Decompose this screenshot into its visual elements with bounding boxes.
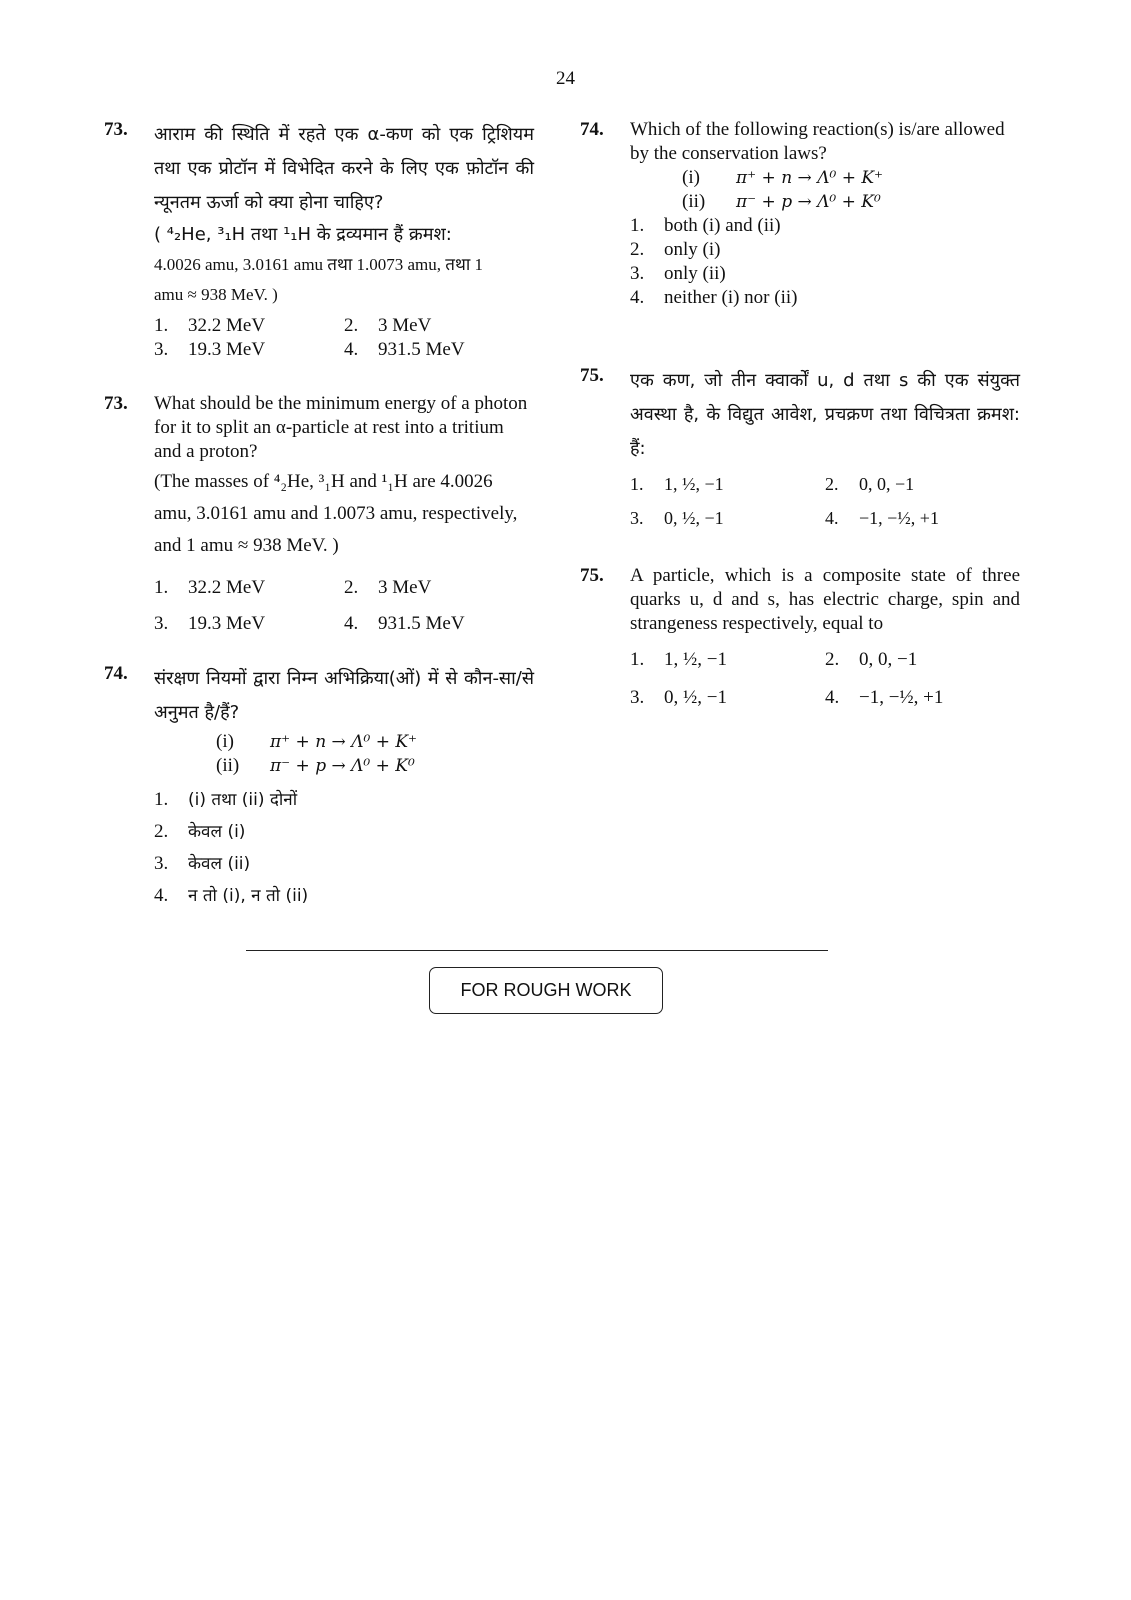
masses-text: (The masses of ⁴₂He, ³₁H and ¹₁H are 4.0026 amu, 3.0161 amu and 1.0073 amu, respectively, and 1 amu ≈ 938 MeV. ): [154, 471, 518, 556]
option: 2. 3 MeV: [344, 577, 432, 598]
option: 1. 32.2 MeV: [154, 315, 266, 336]
option: 2. 0, 0, −1: [825, 474, 915, 494]
options-grid: [154, 314, 534, 362]
option: 3. 19.3 MeV: [154, 339, 266, 360]
masses-line: amu ≈ 938 MeV. ): [154, 285, 278, 304]
options-list: [630, 214, 1020, 310]
option: 1. 32.2 MeV: [154, 577, 266, 598]
options-grid: [630, 472, 1020, 530]
question-text: A particle, which is a composite state of three quarks u, d and s, has electric charge, spin and strangeness respectively, equal to: [630, 565, 1020, 634]
option: 3. only (ii): [630, 263, 726, 284]
question-75-english: [580, 564, 1020, 710]
option: 2. only (i): [630, 239, 721, 260]
masses-line: ( ⁴₂He, ³₁H तथा ¹₁H के द्रव्यमान हैं क्रमश:: [154, 224, 452, 245]
question-number: 74.: [580, 119, 604, 140]
question-text: आराम की स्थिति में रहते एक α-कण को एक ट्रिशियम तथा एक प्रोटॉन में विभेदित करने के लिए एक फ़ोटॉन की न्यूनतम ऊर्जा को क्या होना चाहिए?: [154, 124, 534, 213]
question-number: 73.: [104, 393, 128, 414]
options-list: [154, 784, 534, 912]
horizontal-divider: [246, 950, 828, 951]
reaction: (i) π⁺ + n → Λ⁰ + K⁺: [216, 731, 418, 752]
question-text: संरक्षण नियमों द्वारा निम्न अभिक्रिया(ओं) में से कौन-सा/से अनुमत है/हैं?: [154, 668, 534, 723]
question-number: 74.: [104, 663, 128, 684]
option: 3. 0, ½, −1: [630, 508, 724, 528]
option: 2. 0, 0, −1: [825, 649, 918, 670]
option: 3. 0, ½, −1: [630, 687, 727, 708]
question-73-english: [104, 392, 534, 636]
option: 4. neither (i) nor (ii): [630, 287, 798, 308]
option: 3. केवल (ii): [154, 853, 251, 874]
option: 2. 3 MeV: [344, 315, 432, 336]
right-column: [580, 118, 1020, 710]
masses-line: 4.0026 amu, 3.0161 amu तथा 1.0073 amu, तथा 1: [154, 255, 483, 274]
question-number: 73.: [104, 119, 128, 140]
question-number: 75.: [580, 365, 604, 386]
option: 4. −1, −½, +1: [825, 687, 944, 708]
option: 4. 931.5 MeV: [344, 613, 465, 634]
option: 1. 1, ½, −1: [630, 649, 727, 670]
rough-work-label: FOR ROUGH WORK: [460, 980, 632, 1000]
question-text: एक कण, जो तीन क्वार्कों u, d तथा s की एक संयुक्त अवस्था है, के विद्युत आवेश, प्रचक्रण तथा विचित्रता क्रमश: हैं:: [630, 370, 1020, 459]
page-number: 24: [556, 68, 575, 89]
question-number: 75.: [580, 565, 604, 586]
reaction: (ii) π⁻ + p → Λ⁰ + K⁰: [216, 755, 415, 776]
reaction: (ii) π⁻ + p → Λ⁰ + K⁰: [682, 191, 881, 212]
option: 1. 1, ½, −1: [630, 474, 724, 494]
option: 4. −1, −½, +1: [825, 508, 939, 528]
reaction: (i) π⁺ + n → Λ⁰ + K⁺: [682, 167, 884, 188]
options-grid: [630, 648, 1020, 710]
question-74-english: [580, 118, 1020, 310]
question-text: Which of the following reaction(s) is/are allowed by the conservation laws?: [630, 119, 1005, 164]
rough-work-box: [429, 967, 663, 1014]
options-grid: [154, 576, 534, 636]
question-73-hindi: [104, 118, 534, 362]
left-column: [104, 118, 534, 912]
option: 2. केवल (i): [154, 821, 246, 842]
option: 3. 19.3 MeV: [154, 613, 266, 634]
question-74-hindi: [104, 662, 534, 912]
option: 4. न तो (i), न तो (ii): [154, 885, 309, 906]
option: 1. (i) तथा (ii) दोनों: [154, 789, 298, 810]
option: 4. 931.5 MeV: [344, 339, 465, 360]
question-75-hindi: [580, 364, 1020, 530]
option: 1. both (i) and (ii): [630, 215, 781, 236]
question-text: What should be the minimum energy of a photon for it to split an α-particle at rest into a tritium and a proton?: [154, 393, 528, 462]
